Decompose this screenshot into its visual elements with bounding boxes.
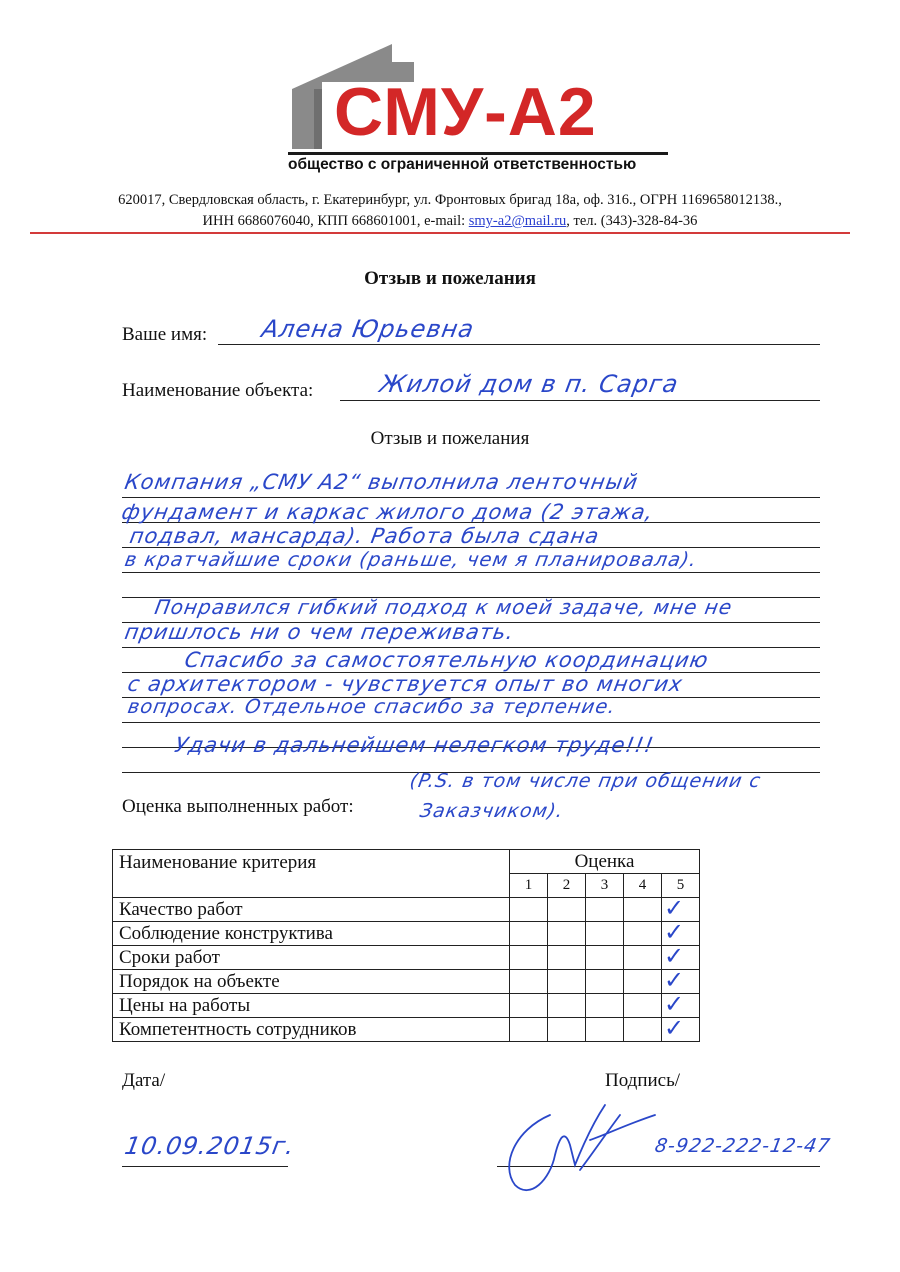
score-cell[interactable] [548,970,586,994]
company-form: общество с ограниченной ответственностью [288,156,637,173]
review-line: вопросах. Отдельное спасибо за терпение. [125,695,618,718]
logo-divider [288,152,668,155]
review-line: Заказчиком). [418,800,566,822]
table-row [113,946,700,970]
table-row [113,1018,700,1042]
table-row [113,898,700,922]
score-cell[interactable] [510,898,548,922]
review-line: Понравился гибкий подход к моей задаче, мне не [152,595,735,619]
review-line: с архитектором - чувствуется опыт во многих [125,672,685,696]
table-row [113,970,700,994]
score-cell[interactable] [624,1018,662,1042]
review-line: пришлось ни о чем переживать. [122,620,517,644]
phone-field[interactable]: 8-922-222-12-47 [653,1135,833,1157]
check-mark-icon: ✓ [664,894,685,922]
score-cell[interactable] [548,1018,586,1042]
ruled-line [122,497,820,498]
review-line: Спасибо за самостоятельную координацию [182,648,711,672]
score-cell[interactable] [586,922,624,946]
score-header: Оценка [510,850,700,874]
score-cell[interactable] [510,994,548,1018]
table-row [113,994,700,1018]
score-cell[interactable] [510,970,548,994]
name-label: Ваше имя: [122,324,208,345]
check-mark-icon: ✓ [664,990,685,1018]
criterion-label: Качество работ [113,898,510,922]
review-line: (P.S. в том числе при общении с [408,770,763,792]
criterion-label: Компетентность сотрудников [113,1018,510,1042]
score-cell[interactable] [586,1018,624,1042]
score-cell[interactable] [624,994,662,1018]
address-line-1: 620017, Свердловская область, г. Екатеринбург, ул. Фронтовых бригад 18а, оф. 316., ОГРН 1169658012138., [118,192,782,208]
review-line: фундамент и каркас жилого дома (2 этажа, [119,500,656,524]
score-cell[interactable] [548,994,586,1018]
object-label: Наименование объекта: [122,380,314,401]
date-label: Дата/ [122,1070,166,1091]
score-cell[interactable] [586,946,624,970]
phone-text: , тел. (343)-328-84-36 [566,213,698,229]
table-header-row [113,850,700,874]
score-cell[interactable] [548,946,586,970]
ruled-line [122,572,820,573]
check-mark-icon: ✓ [664,966,685,994]
score-cell[interactable] [510,922,548,946]
email-link[interactable]: smy-a2@mail.ru [468,213,567,229]
score-cell[interactable] [548,922,586,946]
criteria-header: Наименование критерия [113,850,510,898]
form-title: Отзыв и пожелания [364,268,536,289]
score-number: 2 [548,874,586,898]
score-cell[interactable] [586,898,624,922]
criterion-label: Соблюдение конструктива [113,922,510,946]
signature-image [495,1095,675,1205]
company-name: СМУ-А2 [334,74,597,150]
date-field[interactable]: 10.09.2015г. [122,1132,298,1160]
object-underline [340,400,820,401]
score-cell[interactable] [510,1018,548,1042]
inn-kpp-text: ИНН 6686076040, КПП 668601001, e-mail: [202,213,469,229]
rating-label: Оценка выполненных работ: [122,796,354,817]
check-mark-icon: ✓ [664,942,685,970]
table-row [113,922,700,946]
score-cell[interactable] [624,898,662,922]
review-heading: Отзыв и пожелания [370,428,530,449]
score-number: 4 [624,874,662,898]
rating-table [112,849,700,1042]
company-logo [282,44,682,179]
score-cell[interactable] [586,994,624,1018]
criterion-label: Сроки работ [113,946,510,970]
address-line-2 [0,210,900,232]
review-line: подвал, мансарда). Работа была сдана [127,524,602,548]
score-cell[interactable] [548,898,586,922]
review-line: Компания „СМУ А2“ выполнила ленточный [122,470,641,494]
criterion-label: Порядок на объекте [113,970,510,994]
score-cell[interactable] [624,922,662,946]
score-cell[interactable] [624,970,662,994]
score-cell[interactable] [662,1014,700,1042]
score-number: 1 [510,874,548,898]
ruled-line [122,722,820,723]
check-mark-icon: ✓ [664,918,685,946]
signature-label: Подпись/ [605,1070,681,1091]
object-field[interactable]: Жилой дом в п. Сарга [377,370,681,398]
score-cell[interactable] [586,970,624,994]
criterion-label: Цены на работы [113,994,510,1018]
score-cell[interactable] [510,946,548,970]
review-line: в кратчайшие сроки (раньше, чем я планировала). [122,548,700,571]
date-underline [122,1166,288,1167]
name-underline [218,344,820,345]
score-cell[interactable] [624,946,662,970]
name-field[interactable]: Алена Юрьевна [259,315,477,343]
header-rule [30,232,850,234]
check-mark-icon: ✓ [664,1014,685,1042]
score-number: 5 [662,874,700,898]
score-number: 3 [586,874,624,898]
review-line: Удачи в дальнейшем нелегком труде!!! [172,733,656,757]
